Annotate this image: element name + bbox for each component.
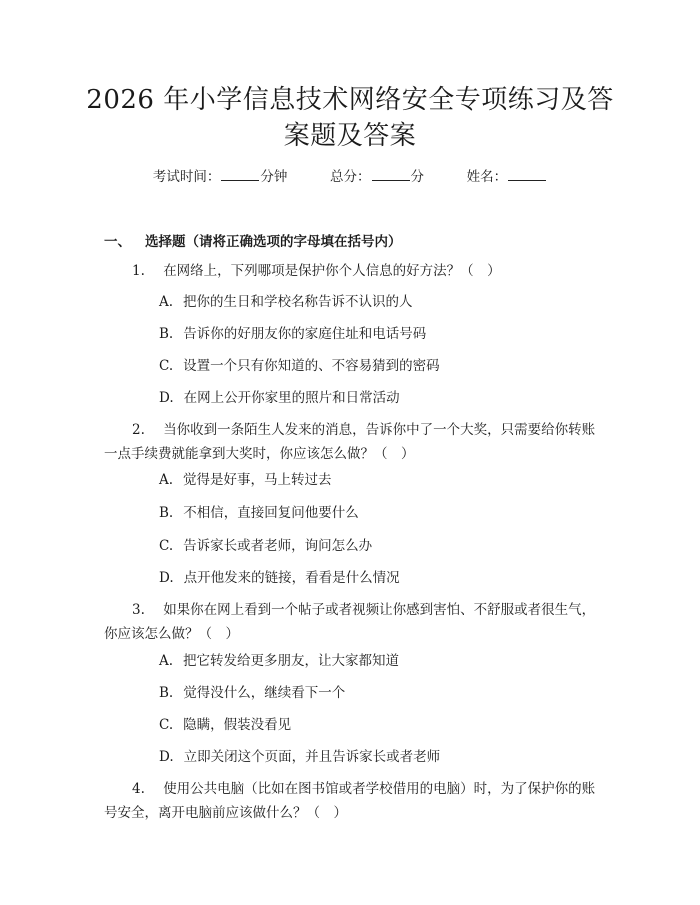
option-text: 觉得没什么，继续看下一个 bbox=[183, 685, 346, 701]
option-text: 把它转发给更多朋友，让大家都知道 bbox=[183, 653, 400, 669]
question-text: 在网络上，下列哪项是保护你个人信息的好方法？（ ） bbox=[163, 263, 501, 279]
question-number: 4. bbox=[132, 781, 145, 797]
section-number: 一、 bbox=[104, 234, 131, 250]
option-letter: D. bbox=[159, 749, 174, 765]
name-label: 姓名： bbox=[466, 169, 508, 185]
time-blank bbox=[221, 168, 259, 181]
question-number: 2. bbox=[132, 422, 145, 438]
option-letter: A. bbox=[159, 294, 174, 310]
name-blank bbox=[508, 168, 546, 181]
option-text: 在网上公开你家里的照片和日常活动 bbox=[183, 390, 400, 406]
exam-meta bbox=[0, 167, 700, 187]
question-text-line-2: 你应该怎么做？（ ） bbox=[104, 626, 239, 642]
option-2a bbox=[159, 470, 332, 490]
option-letter: C. bbox=[159, 538, 174, 554]
page-title-line-2: 案题及答案 bbox=[283, 121, 417, 151]
question-text-line-1: 如果你在网上看到一个帖子或者视频让你感到害怕、不舒服或者很生气， bbox=[163, 602, 596, 618]
question-text-line-2: 一点手续费就能拿到大奖时，你应该怎么做？（ ） bbox=[104, 446, 415, 462]
option-3b bbox=[159, 683, 345, 703]
option-1b bbox=[159, 324, 426, 344]
option-2d bbox=[159, 568, 400, 588]
option-letter: B. bbox=[159, 326, 174, 342]
option-text: 不相信，直接回复问他要什么 bbox=[183, 505, 359, 521]
option-text: 觉得是好事，马上转过去 bbox=[183, 472, 332, 488]
question-number: 3. bbox=[132, 602, 145, 618]
option-letter: C. bbox=[159, 717, 174, 733]
option-letter: D. bbox=[159, 570, 174, 586]
question-2 bbox=[104, 418, 599, 466]
question-number: 1. bbox=[132, 263, 145, 279]
question-text-line-2: 号安全，离开电脑前应该做什么？（ ） bbox=[104, 805, 347, 821]
option-2c bbox=[159, 536, 372, 556]
option-letter: C. bbox=[159, 358, 174, 374]
option-text: 把你的生日和学校名称告诉不认识的人 bbox=[183, 294, 413, 310]
option-text: 立即关闭这个页面，并且告诉家长或者老师 bbox=[183, 749, 441, 765]
option-letter: B. bbox=[159, 505, 174, 521]
option-1a bbox=[159, 292, 413, 312]
score-label: 总分： bbox=[330, 169, 371, 185]
option-3c bbox=[159, 715, 291, 735]
option-letter: A. bbox=[159, 653, 174, 669]
question-4 bbox=[104, 777, 599, 825]
option-text: 告诉你的好朋友你的家庭住址和电话号码 bbox=[183, 326, 427, 342]
option-letter: B. bbox=[159, 685, 174, 701]
question-3 bbox=[104, 598, 599, 646]
score-unit: 分 bbox=[410, 169, 424, 185]
section-title: 选择题（请将正确选项的字母填在括号内） bbox=[145, 234, 402, 250]
option-3d bbox=[159, 747, 440, 767]
option-1c bbox=[159, 356, 440, 376]
question-text-line-1: 当你收到一条陌生人发来的消息，告诉你中了一个大奖，只需要给你转账 bbox=[163, 422, 596, 438]
option-letter: D. bbox=[159, 390, 174, 406]
option-letter: A. bbox=[159, 472, 174, 488]
question-text-line-1: 使用公共电脑（比如在图书馆或者学校借用的电脑）时，为了保护你的账 bbox=[163, 781, 596, 797]
option-text: 点开他发来的链接，看看是什么情况 bbox=[183, 570, 400, 586]
question-1 bbox=[132, 259, 602, 283]
page-title-line-1: 2026 年小学信息技术网络安全专项练习及答 bbox=[86, 85, 614, 115]
time-unit: 分钟 bbox=[260, 169, 288, 185]
option-1d bbox=[159, 388, 400, 408]
option-3a bbox=[159, 651, 399, 671]
option-2b bbox=[159, 503, 359, 523]
option-text: 隐瞒，假装没看见 bbox=[183, 717, 292, 733]
score-blank bbox=[372, 168, 410, 181]
time-label: 考试时间： bbox=[152, 169, 221, 185]
section-heading bbox=[104, 230, 402, 250]
option-text: 设置一个只有你知道的、不容易猜到的密码 bbox=[183, 358, 440, 374]
option-text: 告诉家长或者老师，询问怎么办 bbox=[183, 538, 373, 554]
